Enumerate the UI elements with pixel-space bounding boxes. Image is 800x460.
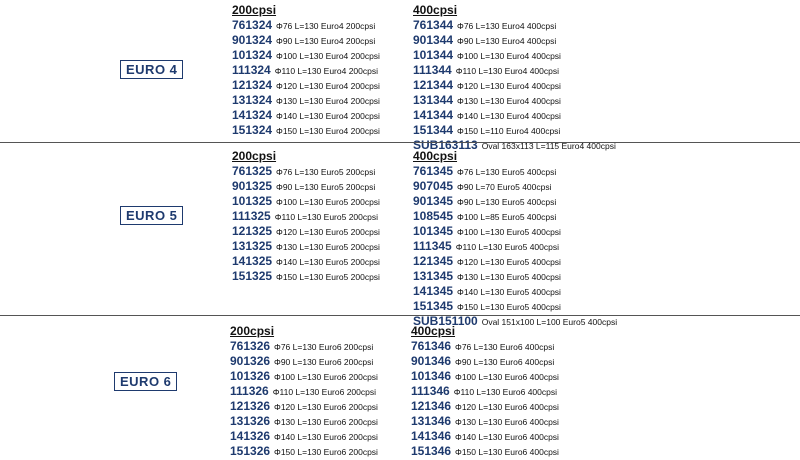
product-description: Φ100 L=130 Euro6 200cpsi (274, 372, 378, 382)
product-description: Φ76 L=130 Euro5 200cpsi (276, 167, 376, 177)
product-code: 121344 (413, 78, 454, 92)
product-row (232, 178, 380, 193)
product-row (232, 77, 380, 92)
product-description: Φ100 L=130 Euro5 400cpsi (457, 227, 561, 237)
column-header: 200cpsi (232, 3, 277, 17)
product-code: 131346 (411, 414, 452, 428)
product-code: 101326 (230, 369, 271, 383)
product-description: Φ76 L=130 Euro4 400cpsi (457, 21, 557, 31)
product-code: 761344 (413, 18, 454, 32)
product-row (232, 47, 380, 62)
product-row (232, 253, 380, 268)
product-row (411, 413, 559, 428)
product-code: 151344 (413, 123, 454, 137)
product-description: Φ76 L=130 Euro5 400cpsi (457, 167, 557, 177)
product-description: Φ110 L=130 Euro6 400cpsi (453, 387, 557, 397)
product-code: 121325 (232, 224, 273, 238)
product-code: 151345 (413, 299, 454, 313)
product-description: Φ90 L=130 Euro5 200cpsi (276, 182, 376, 192)
euro5-section (0, 143, 800, 328)
product-description: Φ100 L=85 Euro5 400cpsi (457, 212, 557, 222)
product-row (413, 298, 617, 313)
euro6-400cpsi-column (411, 324, 559, 458)
euro4-200cpsi-column (232, 3, 380, 137)
product-row (411, 338, 559, 353)
product-row (232, 238, 380, 253)
product-code: 101345 (413, 224, 454, 238)
product-code: 141324 (232, 108, 273, 122)
product-description: Φ130 L=130 Euro4 400cpsi (457, 96, 561, 106)
product-row (230, 383, 378, 398)
product-row (413, 193, 617, 208)
product-row (232, 92, 380, 107)
product-row (232, 17, 380, 32)
product-code: 131324 (232, 93, 273, 107)
product-code: 141345 (413, 284, 454, 298)
product-code: 141325 (232, 254, 273, 268)
product-row (230, 413, 378, 428)
product-description: Φ100 L=130 Euro6 400cpsi (455, 372, 559, 382)
product-description: Φ140 L=130 Euro5 200cpsi (276, 257, 380, 267)
product-code: 131325 (232, 239, 273, 253)
product-code: 141346 (411, 429, 452, 443)
product-code: 901325 (232, 179, 273, 193)
product-description: Oval 151x100 L=100 Euro5 400cpsi (481, 317, 618, 327)
column-header: 400cpsi (413, 149, 458, 163)
euro4-400cpsi-column (413, 3, 616, 152)
product-row (232, 163, 380, 178)
product-description: Oval 163x113 L=115 Euro4 400cpsi (481, 141, 616, 151)
product-row (411, 368, 559, 383)
product-code: SUB163113 (413, 138, 478, 152)
product-code: 901324 (232, 33, 273, 47)
product-description: Φ120 L=130 Euro5 400cpsi (457, 257, 561, 267)
product-description: Φ110 L=130 Euro6 200cpsi (272, 387, 376, 397)
product-row (230, 398, 378, 413)
product-code: SUB151100 (413, 314, 478, 328)
product-description: Φ100 L=130 Euro4 400cpsi (457, 51, 561, 61)
product-row (413, 223, 617, 238)
product-description: Φ120 L=130 Euro4 400cpsi (457, 81, 561, 91)
product-code: 151324 (232, 123, 273, 137)
product-description: Φ90 L=130 Euro5 400cpsi (457, 197, 557, 207)
product-description: Φ90 L=130 Euro4 200cpsi (276, 36, 376, 46)
product-description: Φ90 L=130 Euro6 400cpsi (455, 357, 555, 367)
product-description: Φ90 L=70 Euro5 400cpsi (457, 182, 552, 192)
product-description: Φ110 L=130 Euro5 200cpsi (274, 212, 378, 222)
product-code: 901326 (230, 354, 271, 368)
product-row (232, 32, 380, 47)
product-description: Φ140 L=130 Euro6 200cpsi (274, 432, 378, 442)
product-code: 111344 (413, 63, 452, 77)
euro5-200cpsi-column (232, 149, 380, 283)
product-code: 101325 (232, 194, 273, 208)
product-description: Φ130 L=130 Euro6 200cpsi (274, 417, 378, 427)
product-row (413, 77, 616, 92)
product-row (413, 47, 616, 62)
product-code: 151326 (230, 444, 271, 458)
product-code: 121345 (413, 254, 454, 268)
product-code: 901344 (413, 33, 454, 47)
product-code: 131345 (413, 269, 454, 283)
product-row (232, 107, 380, 122)
product-row (230, 338, 378, 353)
product-code: 101324 (232, 48, 273, 62)
product-code: 151325 (232, 269, 273, 283)
product-row (413, 268, 617, 283)
product-description: Φ100 L=130 Euro5 200cpsi (276, 197, 380, 207)
product-description: Φ120 L=130 Euro6 200cpsi (274, 402, 378, 412)
product-row (411, 383, 559, 398)
product-description: Φ140 L=130 Euro5 400cpsi (457, 287, 561, 297)
product-code: 111346 (411, 384, 450, 398)
product-code: 761326 (230, 339, 271, 353)
euro6-200cpsi-column (230, 324, 378, 458)
product-code: 121326 (230, 399, 271, 413)
product-row (413, 208, 617, 223)
column-header: 400cpsi (411, 324, 456, 338)
column-header: 200cpsi (230, 324, 275, 338)
product-row (230, 353, 378, 368)
product-description: Φ90 L=130 Euro4 400cpsi (457, 36, 557, 46)
product-description: Φ120 L=130 Euro4 200cpsi (276, 81, 380, 91)
product-row (411, 428, 559, 443)
product-code: 141344 (413, 108, 454, 122)
product-row (413, 253, 617, 268)
product-row (413, 163, 617, 178)
product-row (413, 62, 616, 77)
product-description: Φ110 L=130 Euro5 400cpsi (455, 242, 559, 252)
euro5-label: EURO 5 (120, 206, 183, 225)
product-description: Φ150 L=130 Euro4 200cpsi (276, 126, 380, 136)
product-row (232, 62, 380, 77)
product-row (413, 107, 616, 122)
product-row (413, 32, 616, 47)
product-description: Φ110 L=130 Euro4 400cpsi (455, 66, 559, 76)
product-row (413, 92, 616, 107)
product-code: 111345 (413, 239, 452, 253)
product-code: 761345 (413, 164, 454, 178)
product-row (413, 122, 616, 137)
product-description: Φ120 L=130 Euro6 400cpsi (455, 402, 559, 412)
product-row (411, 353, 559, 368)
product-row (232, 208, 380, 223)
product-row (413, 17, 616, 32)
product-code: 907045 (413, 179, 454, 193)
product-code: 111326 (230, 384, 269, 398)
product-description: Φ130 L=130 Euro5 200cpsi (276, 242, 380, 252)
product-code: 101344 (413, 48, 454, 62)
product-code: 111325 (232, 209, 271, 223)
euro4-label: EURO 4 (120, 60, 183, 79)
product-description: Φ130 L=130 Euro4 200cpsi (276, 96, 380, 106)
product-row (232, 268, 380, 283)
column-header: 400cpsi (413, 3, 458, 17)
product-row (230, 428, 378, 443)
product-code: 901345 (413, 194, 454, 208)
product-code: 131344 (413, 93, 454, 107)
product-row (413, 178, 617, 193)
product-code: 761346 (411, 339, 452, 353)
product-description: Φ140 L=130 Euro6 400cpsi (455, 432, 559, 442)
product-code: 901346 (411, 354, 452, 368)
euro6-section (0, 316, 800, 458)
product-row (232, 223, 380, 238)
product-code: 131326 (230, 414, 271, 428)
product-row (411, 398, 559, 413)
product-description: Φ150 L=130 Euro6 200cpsi (274, 447, 378, 457)
product-code: 108545 (413, 209, 454, 223)
product-row (413, 238, 617, 253)
product-description: Φ130 L=130 Euro5 400cpsi (457, 272, 561, 282)
product-description: Φ140 L=130 Euro4 200cpsi (276, 111, 380, 121)
column-header: 200cpsi (232, 149, 277, 163)
euro5-400cpsi-column (413, 149, 617, 328)
product-row (230, 368, 378, 383)
euro6-label: EURO 6 (114, 372, 177, 391)
product-description: Φ150 L=130 Euro5 400cpsi (457, 302, 561, 312)
product-code: 121324 (232, 78, 273, 92)
product-row (413, 283, 617, 298)
product-code: 121346 (411, 399, 452, 413)
product-row (232, 122, 380, 137)
product-code: 151346 (411, 444, 452, 458)
product-description: Φ110 L=130 Euro4 200cpsi (274, 66, 378, 76)
product-description: Φ150 L=130 Euro6 400cpsi (455, 447, 559, 457)
product-row (230, 443, 378, 458)
product-description: Φ150 L=110 Euro4 400cpsi (457, 126, 561, 136)
product-description: Φ90 L=130 Euro6 200cpsi (274, 357, 374, 367)
product-code: 761325 (232, 164, 273, 178)
product-description: Φ120 L=130 Euro5 200cpsi (276, 227, 380, 237)
product-code: 111324 (232, 63, 271, 77)
product-description: Φ76 L=130 Euro6 200cpsi (274, 342, 374, 352)
product-code: 761324 (232, 18, 273, 32)
product-row (411, 443, 559, 458)
product-code: 101346 (411, 369, 452, 383)
product-row (232, 193, 380, 208)
product-description: Φ140 L=130 Euro4 400cpsi (457, 111, 561, 121)
euro4-section (0, 0, 800, 152)
product-description: Φ76 L=130 Euro4 200cpsi (276, 21, 376, 31)
product-description: Φ100 L=130 Euro4 200cpsi (276, 51, 380, 61)
product-description: Φ150 L=130 Euro5 200cpsi (276, 272, 380, 282)
product-description: Φ130 L=130 Euro6 400cpsi (455, 417, 559, 427)
product-description: Φ76 L=130 Euro6 400cpsi (455, 342, 555, 352)
product-code: 141326 (230, 429, 271, 443)
